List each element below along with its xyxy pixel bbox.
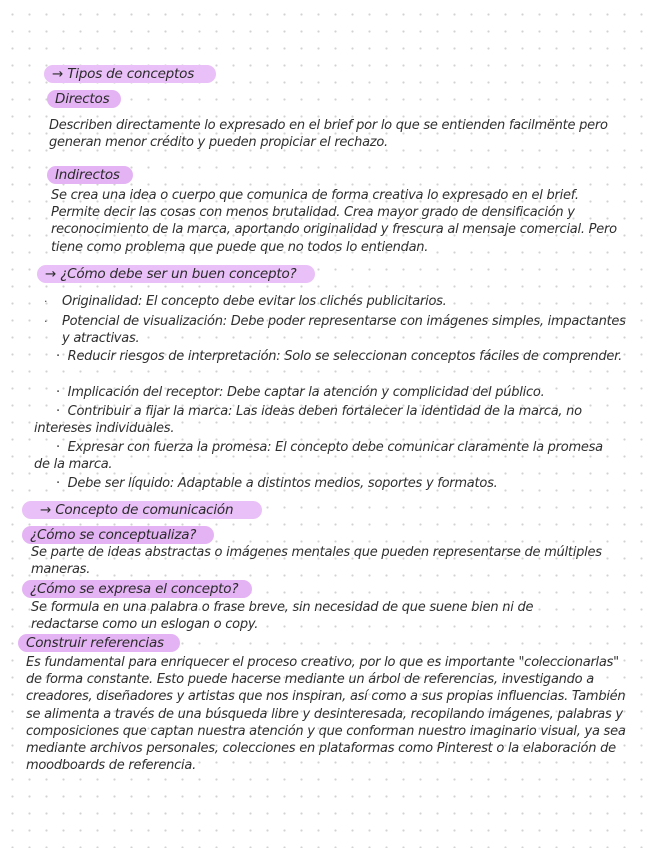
label-conceptualiza: ¿Cómo se conceptualiza? — [22, 526, 214, 544]
bullet-dot: · — [56, 349, 68, 364]
bullet-dot: · — [44, 295, 48, 308]
label-indirectos: Indirectos — [47, 166, 133, 184]
text-conceptualiza: Se parte de ideas abstractas o imágenes mentales que pueden representarse de múltiples maneras. — [31, 545, 602, 578]
heading-buen-concepto: → ¿Cómo debe ser un buen concepto? — [37, 265, 315, 283]
bullet-dot: · — [56, 385, 68, 400]
bullet-implicacion — [34, 384, 624, 401]
label-referencias: Construir referencias — [18, 634, 180, 652]
text-referencias: Es fundamental para enriquecer el proceso creativo, por lo que es importante "coleccionarlas" de forma constante. Esto puede hacerse mediante un árbol de referencias, investigando a creadores, diseñadores y artistas que nos inspiran, así como a sus propias influencias. También se alimenta a través de una búsqueda libre y desinteresada, recopilando imágenes, palabras y composiciones que captan nuestra atención y que conforman nuestro imaginario visual, ya sea mediante archivos personales, colecciones en plataformas como Pinterest o la elaboración de moodboards de referencia. — [26, 655, 626, 774]
bullet-reducir — [34, 348, 624, 365]
bullet-potencial — [44, 313, 629, 347]
bullet-text: Contribuir a fijar la marca: Las ideas deben fortalecer la identidad de la marca, no intereses individuales. — [34, 404, 582, 437]
bullet-dot: · — [56, 476, 68, 491]
bullet-contribuir — [34, 403, 624, 437]
bullet-dot: · — [44, 315, 48, 328]
bullet-expresar — [34, 439, 609, 473]
label-directos: Directos — [47, 90, 121, 108]
bullet-text: Potencial de visualización: Debe poder representarse con imágenes simples, impactantes y atractivas. — [62, 314, 626, 347]
bullet-text: Expresar con fuerza la promesa: El concepto debe comunicar claramente la promesa de la marca. — [34, 440, 603, 473]
bullet-originalidad — [44, 293, 629, 310]
bullet-text: Implicación del receptor: Debe captar la atención y complicidad del público. — [67, 385, 545, 400]
bullet-text: Debe ser líquido: Adaptable a distintos medios, soportes y formatos. — [67, 476, 498, 491]
text-indirectos: Se crea una idea o cuerpo que comunica de forma creativa lo expresado en el brief. Permite decir las cosas con menos brutalidad. Crea mayor grado de densificación y reconocimiento de la marca, aportando originalidad y frescura al mensaje comercial. Pero tiene como problema que puede que no todos lo entiendan. — [51, 188, 617, 255]
text-expresa: Se formula en una palabra o frase breve, sin necesidad de que suene bien ni de redactarse como un eslogan o copy. — [31, 600, 534, 633]
heading-tipos-conceptos: → Tipos de conceptos — [44, 65, 216, 83]
bullet-text: Reducir riesgos de interpretación: Solo se seleccionan conceptos fáciles de comprender. — [67, 349, 622, 364]
bullet-liquido — [34, 475, 624, 492]
bullet-dot: · — [56, 440, 68, 455]
text-directos: Describen directamente lo expresado en el brief por lo que se entienden facilmënte pero generan menor crédito y pueden propiciar el rechazo. — [49, 118, 608, 151]
heading-concepto-comunicacion: → Concepto de comunicación — [22, 501, 262, 519]
bullet-text: Originalidad: El concepto debe evitar los clichés publicitarios. — [62, 294, 447, 309]
bullet-dot: · — [56, 404, 68, 419]
label-expresa: ¿Cómo se expresa el concepto? — [22, 580, 252, 598]
